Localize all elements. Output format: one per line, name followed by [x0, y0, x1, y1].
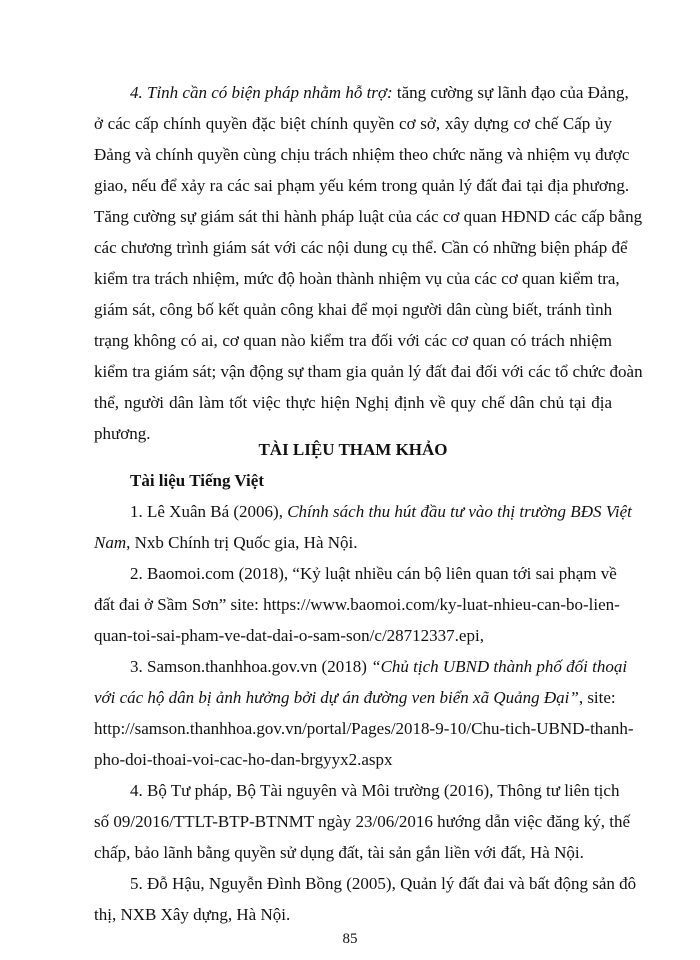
- reference-site-label: , site:: [578, 688, 616, 707]
- reference-4-cont: số 09/2016/TTLT-BTP-BTNMT ngày 23/06/2016 hướng dẫn việc đăng ký, thế: [94, 812, 631, 831]
- paragraph-line: phương.: [94, 424, 151, 443]
- reference-author: 3. Samson.thanhhoa.gov.vn (2018): [130, 657, 372, 676]
- references-heading: TÀI LIỆU THAM KHẢO: [258, 440, 448, 459]
- paragraph-line: thể, người dân làm tốt việc thực hiện Nghị định về quy chế dân chủ tại địa: [94, 393, 612, 412]
- reference-3-url: http://samson.thanhhoa.gov.vn/portal/Pages/2018-9-10/Chu-tich-UBND-thanh-: [94, 719, 634, 738]
- reference-3-url: pho-doi-thoai-voi-cac-ho-dan-brgyyx2.aspx: [94, 750, 393, 769]
- reference-3: [130, 651, 628, 682]
- reference-4-cont: chấp, bảo lãnh bằng quyền sử dụng đất, tài sản gắn liền với đất, Hà Nội.: [94, 843, 584, 862]
- paragraph-line: ở các cấp chính quyền đặc biệt chính quyền cơ sở, xây dựng cơ chế Cấp ủy: [94, 114, 612, 133]
- paragraph-line: Tăng cường sự giám sát thi hành pháp luật của các cơ quan HĐND các cấp bằng: [94, 207, 643, 226]
- paragraph-lead-italic: 4. Tỉnh cần có biện pháp nhằm hỗ trợ:: [130, 83, 393, 102]
- paragraph-line: các chương trình giám sát với các nội dung cụ thể. Cần có những biện pháp để: [94, 238, 628, 257]
- paragraph-line: giám sát, công bố kết quản công khai để mọi người dân cùng biết, tránh tình: [94, 300, 613, 319]
- reference-publisher: , Nxb Chính trị Quốc gia, Hà Nội.: [126, 533, 358, 552]
- reference-title: với các hộ dân bị ảnh hưởng bởi dự án đường ven biển xã Quảng Đại”: [94, 688, 579, 707]
- reference-2-cont: đất đai ở Sầm Sơn” site: https://www.baomoi.com/ky-luat-nhieu-can-bo-lien-: [94, 595, 620, 614]
- reference-4: 4. Bộ Tư pháp, Bộ Tài nguyên và Môi trường (2016), Thông tư liên tịch: [130, 781, 620, 800]
- reference-2: 2. Baomoi.com (2018), “Kỷ luật nhiều cán bộ liên quan tới sai phạm về: [130, 564, 617, 583]
- reference-1-cont: [94, 527, 357, 558]
- reference-1: [130, 496, 632, 527]
- reference-5: 5. Đỗ Hậu, Nguyễn Đình Bồng (2005), Quản lý đất đai và bất động sản đô: [130, 874, 637, 893]
- paragraph-line: kiểm tra giám sát; vận động sự tham gia quản lý đất đai đối với các tổ chức đoàn: [94, 362, 643, 381]
- reference-author: 1. Lê Xuân Bá (2006),: [130, 502, 288, 521]
- paragraph-line: kiểm tra trách nhiệm, mức độ hoàn thành nhiệm vụ của các cơ quan kiểm tra,: [94, 269, 620, 288]
- reference-title: Chính sách thu hút đầu tư vào thị trường BĐS Việt: [287, 502, 632, 521]
- paragraph-lead-text: tăng cường sự lãnh đạo của Đảng,: [392, 83, 629, 102]
- reference-title: Nam: [94, 533, 127, 552]
- references-subheading: Tài liệu Tiếng Việt: [130, 471, 264, 490]
- paragraph-line: giao, nếu để xảy ra các sai phạm yếu kém trong quản lý đất đai tại địa phương.: [94, 176, 630, 195]
- paragraph-line: [130, 77, 629, 108]
- paragraph-line: trạng không có ai, cơ quan nào kiểm tra đối với các cơ quan có trách nhiệm: [94, 331, 612, 350]
- reference-3-cont: [94, 682, 616, 713]
- paragraph-line: Đảng và chính quyền cùng chịu trách nhiệm theo chức năng và nhiệm vụ được: [94, 145, 630, 164]
- reference-5-cont: thị, NXB Xây dựng, Hà Nội.: [94, 905, 291, 924]
- reference-title: “Chủ tịch UBND thành phố đối thoại: [371, 657, 628, 676]
- page-number: 85: [342, 931, 358, 947]
- reference-2-cont: quan-toi-sai-pham-ve-dat-dai-o-sam-son/c/28712337.epi,: [94, 626, 484, 645]
